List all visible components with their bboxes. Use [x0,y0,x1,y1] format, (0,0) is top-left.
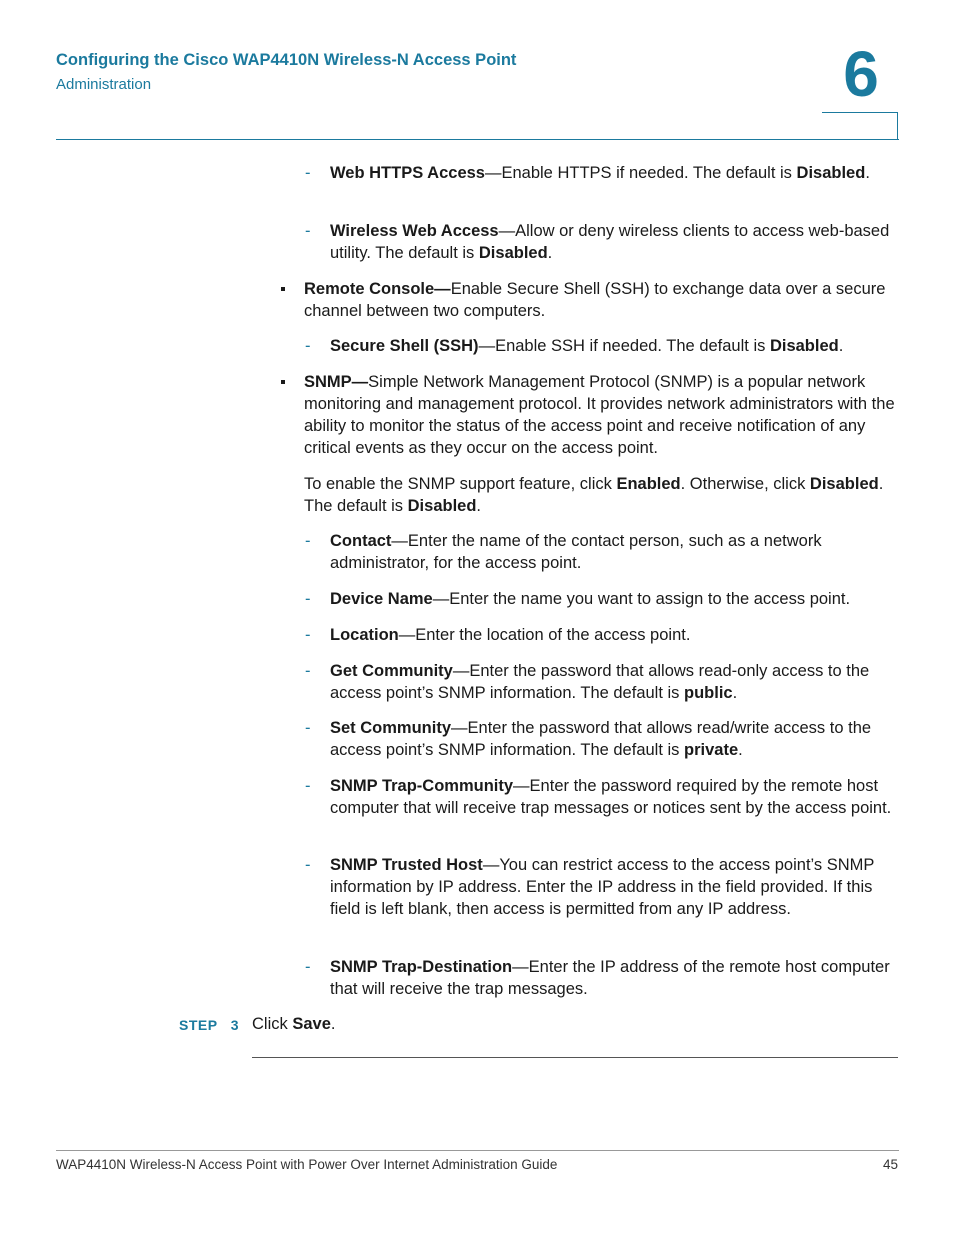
dash-marker: - [305,719,311,737]
list-item-trusted-host [330,854,898,920]
punct: . [738,741,743,759]
term: Wireless Web Access [330,222,499,240]
term: Contact [330,532,392,550]
list-item-remote-console [304,278,898,322]
dash-marker: - [305,590,311,608]
dash-marker: - [305,958,311,976]
default-value: Disabled [796,164,866,182]
header-subtitle: Administration [56,76,152,93]
term: Remote Console— [304,280,451,298]
term: Get Community [330,662,453,680]
description: —Enter the IP address of the remote host computer that will receive the trap messages. [330,958,890,998]
default-value: Disabled [769,337,839,355]
list-item-trap-community [330,775,898,819]
term: Web HTTPS Access [330,164,485,182]
footer-title: WAP4410N Wireless-N Access Point with Power Over Internet Administration Guide [56,1157,558,1172]
description: —Enter the password that allows read-only access to the access point’s SNMP information. The default is [330,662,870,702]
description: —Enable SSH if needed. The default is [478,337,770,355]
list-item-ssh [330,335,898,357]
dash-marker: - [305,662,311,680]
bullet-marker [281,287,285,291]
text: . [476,497,482,515]
punct: . [547,244,553,262]
header-title: Configuring the Cisco WAP4410N Wireless-N Access Point [56,51,517,69]
list-item-snmp [304,371,898,459]
step-instruction [252,1013,335,1035]
text: . The default is [304,475,884,515]
chapter-number: 6 [843,38,879,110]
description: —Enter the name you want to assign to the access point. [432,590,851,608]
default-value: public [684,684,733,702]
dash-marker: - [305,337,311,355]
header-rule [56,139,899,140]
term: Location [330,626,399,644]
term: SNMP Trap-Destination [330,958,513,976]
dash-marker: - [305,626,311,644]
list-item-device-name [330,588,898,610]
list-item-get-community [330,660,898,704]
term: SNMP Trusted Host [330,856,483,874]
description: —Enter the password required by the remote host computer that will receive trap messages or notices sent by the access point. [330,777,892,817]
dash-marker: - [305,856,311,874]
default-value: private [684,741,739,759]
punct: . [330,1015,336,1033]
term: Secure Shell (SSH) [330,337,479,355]
save-action: Save [292,1015,331,1033]
list-item-trap-destination [330,956,898,1000]
dash-marker: - [305,532,311,550]
page-number: 45 [882,1157,898,1172]
list-item-contact [330,530,898,574]
dash-marker: - [305,222,311,240]
emphasis: Enabled [616,475,681,493]
punct: . [732,684,738,702]
list-item-set-community [330,717,898,761]
step-label [179,1014,239,1036]
dash-marker: - [305,777,311,795]
term: Device Name [330,590,433,608]
emphasis: Disabled [407,497,477,515]
step-number: 3 [230,1017,240,1033]
list-item-wireless-web [330,220,898,264]
term: SNMP Trap-Community [330,777,514,795]
default-value: Disabled [478,244,548,262]
dash-marker: - [305,164,311,182]
punct: . [838,337,844,355]
list-item-location [330,624,898,646]
description: —Enter the location of the access point. [398,626,691,644]
text: . Otherwise, click [680,475,810,493]
term: Set Community [330,719,452,737]
snmp-enable-paragraph [304,473,898,517]
footer-rule [56,1150,899,1151]
chapter-box [822,112,898,139]
description: —Enable HTTPS if needed. The default is [484,164,797,182]
description: —You can restrict access to the access point’s SNMP information by IP address. Enter the IP address in the field provided. If this field is left blank, then access is permitted from any IP address. [330,856,875,918]
description: —Allow or deny wireless clients to access web-based utility. The default is [330,222,890,262]
emphasis: Disabled [809,475,879,493]
bullet-marker [281,380,285,384]
punct: . [865,164,870,182]
description: —Enter the name of the contact person, such as a network administrator, for the access point. [330,532,822,572]
description: Enable Secure Shell (SSH) to exchange data over a secure channel between two computers. [304,280,886,320]
term: SNMP— [304,373,369,391]
description: Simple Network Management Protocol (SNMP) is a popular network monitoring and management protocol. It provides network administrators with the ability to monitor the status of the access point and receive notification of any critical events as they occur on the access point. [304,373,895,457]
section-end-rule [252,1057,898,1058]
description: —Enter the password that allows read/write access to the access point’s SNMP information. The default is [330,719,872,759]
list-item-web-https [330,162,898,184]
text: To enable the SNMP support feature, click [304,475,617,493]
text: Click [252,1015,293,1033]
step-word: STEP [179,1017,218,1033]
